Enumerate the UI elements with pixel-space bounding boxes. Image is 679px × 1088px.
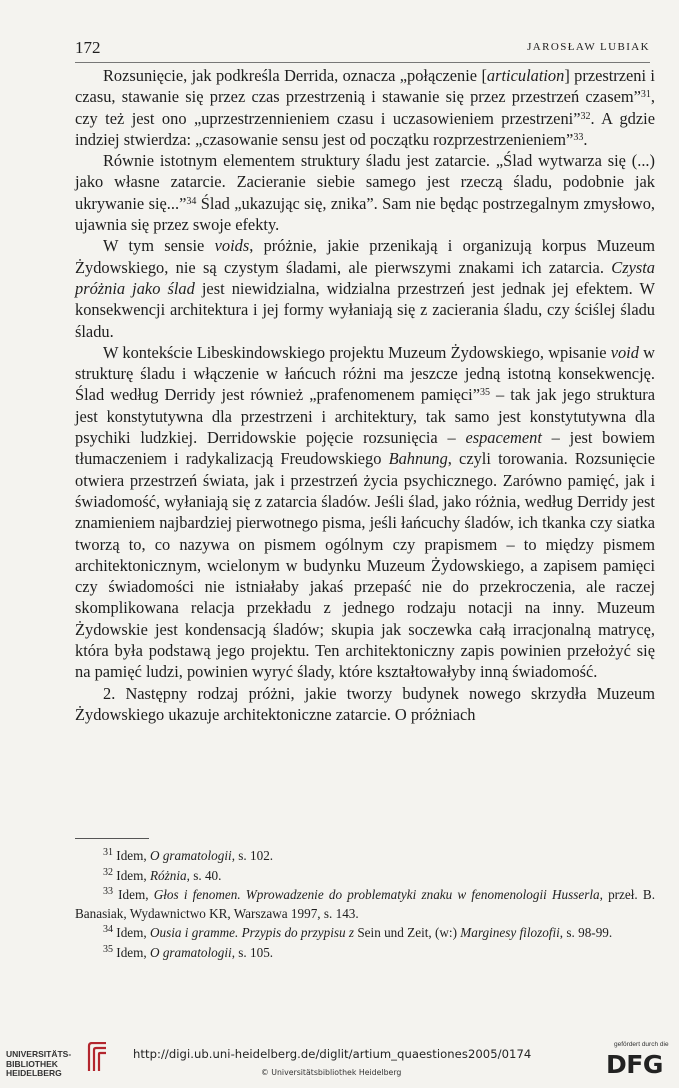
footnote-33 bbox=[75, 886, 655, 922]
italic-text: O gramatologii bbox=[150, 848, 232, 863]
footnote-34 bbox=[75, 924, 655, 942]
footnote-number: 32 bbox=[103, 866, 113, 878]
text: W kontekście Libeskindowskiego projektu Muzeum Żydowskiego, wpisanie bbox=[103, 342, 611, 362]
footnote-32 bbox=[75, 867, 655, 885]
text: – tak jak jego struktura jest konstytutywna dla przestrzeni i architektury, tak samo jest konstytutywna dla psychiki ludzkiej. Derridowskie pojęcie rozsunięcia – bbox=[75, 385, 655, 448]
text: jest niewidzialna, widzialna przestrzeń jest jednak jej efektem. W konsekwencji architektura i jej formy wyłaniają się z zacierania śladu, czy ściślej śladu śladu. bbox=[75, 278, 655, 341]
text: ] przestrzeni i czasu, stawanie się przez czas przestrzenią i stawanie się przez przestrzeń czasem” bbox=[75, 66, 655, 107]
paragraph-4 bbox=[75, 342, 655, 683]
page-number: 172 bbox=[75, 38, 101, 57]
text: w strukturę śladu i włączenie w łańcuch różni ma jeszcze jedną istotną konsekwencję. Ślad według Derridy jest również „prafenomenem pamięci” bbox=[75, 342, 655, 405]
library-name-line: HEIDELBERG bbox=[6, 1068, 62, 1078]
text: , s. 98-99. bbox=[559, 925, 613, 941]
text: , czy też jest ono „uprzestrzennieniem czasu i uczasowieniem przestrzeni” bbox=[75, 87, 655, 128]
body-text bbox=[75, 65, 655, 725]
footnote-number: 33 bbox=[103, 886, 113, 898]
italic-text: espacement bbox=[465, 428, 542, 448]
permalink-url[interactable]: http://digi.ub.uni-heidelberg.de/diglit/artium_quaestiones2005/0174 bbox=[133, 1047, 532, 1061]
footnote-31 bbox=[75, 847, 655, 865]
italic-text: Marginesy filozofii bbox=[460, 925, 560, 941]
text: Równie istotnym elementem struktury śladu jest zatarcie. „Ślad wytwarza się (...) jako własne zatarcie. Zacieranie siebie samego jest rzeczą śladu, podobnie jak ukrywanie się...” bbox=[75, 151, 655, 213]
library-logo-icon bbox=[86, 1042, 108, 1072]
italic-text: Głos i fenomen. Wprowadzenie do problematyki znaku w fenomenologii Husserla bbox=[153, 887, 600, 903]
library-name-line: BIBLIOTHEK bbox=[6, 1058, 58, 1069]
text: . A gdzie indziej stwierdza: „czasowanie sensu jest od początku rozprzestrzenieniem” bbox=[75, 108, 655, 149]
text: Idem, bbox=[113, 887, 154, 903]
footnote-ref: 32 bbox=[580, 110, 591, 122]
italic-text: voids bbox=[214, 236, 250, 256]
funder-note: gefördert durch die bbox=[614, 1041, 669, 1048]
page-header bbox=[75, 38, 650, 63]
text: Sein und Zeit bbox=[357, 925, 429, 941]
footnote-35 bbox=[75, 944, 655, 962]
library-name-line: UNIVERSITÄTS- bbox=[6, 1049, 72, 1059]
running-head: JAROSŁAW LUBIAK bbox=[527, 41, 650, 53]
italic-text: O gramatologii bbox=[150, 945, 232, 961]
library-name bbox=[6, 1050, 71, 1079]
italic-text: Bahnung bbox=[388, 449, 448, 469]
dfg-logo: DFG bbox=[606, 1050, 663, 1079]
paragraph-1 bbox=[75, 65, 655, 150]
italic-text: void bbox=[610, 342, 639, 362]
footnote-ref: 34 bbox=[186, 195, 197, 207]
paragraph-2 bbox=[75, 150, 655, 235]
text: Idem, bbox=[113, 945, 150, 961]
text: Rozsunięcie, jak podkreśla Derrida, oznacza „połączenie [ bbox=[103, 66, 487, 85]
italic-text: articulation bbox=[486, 66, 565, 85]
text: – jest bowiem tłumaczeniem i radykalizacją Freudowskiego bbox=[75, 428, 655, 469]
footnote-number: 31 bbox=[103, 847, 113, 858]
text: . bbox=[583, 129, 588, 149]
italic-text: Czysta próżnia jako ślad bbox=[75, 257, 655, 298]
text: Idem, bbox=[113, 925, 150, 941]
text: , przeł. B. Banasiak, Wydawnictwo KR, Warszawa 1997, s. 143. bbox=[75, 887, 655, 921]
italic-text: Różnia bbox=[150, 867, 187, 883]
text: Idem, bbox=[113, 867, 150, 883]
footnote-divider bbox=[75, 838, 149, 839]
text: 2. Następny rodzaj próżni, jakie tworzy budynek nowego skrzydła Muzeum Żydowskiego ukazuje architektoniczne zatarcie. O próżniach bbox=[75, 683, 655, 724]
paragraph-5 bbox=[75, 683, 655, 726]
footnote-ref: 35 bbox=[479, 387, 490, 399]
text: , s. 102. bbox=[231, 848, 274, 863]
text: , s. 40. bbox=[186, 867, 222, 883]
paragraph-3 bbox=[75, 235, 655, 341]
text: , czyli torowania. Rozsunięcie otwiera przestrzeń świata, jak i przestrzeń życia psychicznego. Zarówno pamięć, jak i świadomość, wyłaniają się z zatarcia śladów. Jeśli ślad, jako różnia, według Derridy jest znamieniem najbardziej pierwotnego pisma, jeśli łańcuchy śladów, ich tkanka czy siatka tworzą to, co nazywa on pismem ogólnym czy prapismem – to między pismem architektonicznym, wcielonym w budynku Muzeum Żydowskiego, a zapisem pamięci czy świadomości nie istniałaby jakaś przepaść nie do przekroczenia, ale raczej skomplikowana relacja przekładu z jednego rodzaju notacji na inny. Muzeum Żydowskie jest kondensacją śladów; skupia jak soczewka całą irracjonalną matrycę, która była podstawą jego projektu. Ten architektoniczny zapis powinien przełożyć się na pamięć ludzi, powinien wyryć ślady, które kształtowałyby inną świadomość. bbox=[75, 449, 655, 682]
digitization-footer bbox=[0, 1038, 679, 1088]
footnote-ref: 33 bbox=[573, 131, 584, 143]
text: Idem, bbox=[113, 848, 150, 863]
footnote-number: 34 bbox=[103, 924, 113, 936]
text: , (w:) bbox=[428, 925, 461, 941]
text: , próżnie, jakie przenikają i organizują korpus Muzeum Żydowskiego, nie są czystym śladami, ale pierwszymi znakami ich zatarcia. bbox=[75, 236, 655, 277]
italic-text: Ousia i gramme. Przypis do przypisu z bbox=[150, 925, 358, 941]
footnote-ref: 31 bbox=[640, 89, 651, 101]
text: W tym sensie bbox=[103, 236, 215, 256]
footnotes bbox=[75, 847, 655, 964]
copyright-notice: © Universitätsbibliothek Heidelberg bbox=[261, 1068, 402, 1077]
text: Ślad „ukazując się, znika”. Sam nie będąc postrzegalnym zmysłowo, ujawnia się przez swoje efekty. bbox=[75, 193, 655, 235]
footnote-number: 35 bbox=[103, 944, 113, 956]
text: , s. 105. bbox=[231, 945, 274, 961]
